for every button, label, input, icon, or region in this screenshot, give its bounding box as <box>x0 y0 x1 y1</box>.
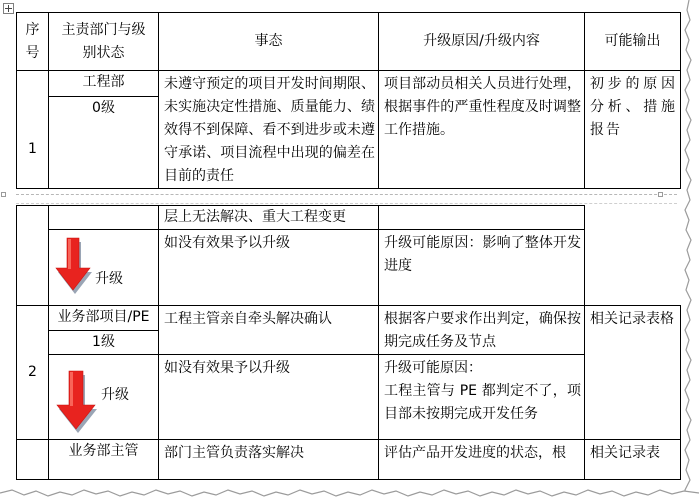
escalate-label: 升级 <box>101 387 129 403</box>
torn-edge-bottom <box>0 487 699 499</box>
row2-dept <box>49 306 159 331</box>
header-seq: 序号 <box>17 13 49 71</box>
row3-seq <box>17 440 49 480</box>
row1-dept-cont <box>49 206 159 230</box>
row1-event-cont: 层上无法解决、重大工程变更 <box>159 206 379 230</box>
row1-event-escalate: 如没有效果予以升级 <box>159 230 379 306</box>
row2-escalate-cell <box>49 355 159 440</box>
row2-output: 相关记录表格 <box>585 306 681 440</box>
page-corner-marker-icon <box>1 192 6 197</box>
torn-edge-right <box>683 0 699 499</box>
table-move-handle-icon[interactable] <box>3 3 14 14</box>
row1-escalate-cell <box>49 230 159 306</box>
table-row <box>17 230 681 306</box>
header-dept: 主责部门与级别状态 <box>49 13 159 71</box>
page-break <box>0 192 699 206</box>
table-row <box>17 71 681 97</box>
page-corner-marker-icon <box>658 192 663 197</box>
row2-reason-escalate-1: 升级可能原因： <box>384 360 482 376</box>
row2-reason: 根据客户要求作出判定，确保按期完成任务及节点 <box>379 306 585 355</box>
row1-reason: 项目部动员相关人员进行处理，根据事件的严重性程度及时调整工作措施。 <box>379 71 585 189</box>
escalation-table-page1 <box>16 12 681 189</box>
row1-reason-escalate: 升级可能原因：影响了整体开发进度 <box>379 230 585 306</box>
page-break-line <box>16 194 677 195</box>
header-reason: 升级原因/升级内容 <box>379 13 585 71</box>
row2-event-escalate: 如没有效果予以升级 <box>159 355 379 440</box>
row1-seq-cont <box>17 206 49 306</box>
page-break-line <box>16 203 677 204</box>
header-row <box>17 13 681 71</box>
table-row <box>17 306 681 331</box>
row1-output: 初步的原因分析、措施报告 <box>585 71 681 189</box>
row1-level: 0级 <box>49 97 159 189</box>
row1-reason-cont <box>379 206 585 230</box>
header-output: 可能输出 <box>585 13 681 71</box>
row2-dept-text: 业务部项目/PE <box>57 309 150 325</box>
escalation-table-page2 <box>16 205 681 480</box>
row2-seq: 2 <box>17 306 49 440</box>
row2-level: 1级 <box>49 330 159 355</box>
row1-seq: 1 <box>17 71 49 189</box>
row3-reason: 评估产品开发进度的状态，根 <box>379 440 585 480</box>
row3-dept: 业务部主管 <box>49 440 159 480</box>
escalate-label: 升级 <box>95 271 123 287</box>
table-row <box>17 206 681 230</box>
row2-event: 工程主管亲自牵头解决确认 <box>159 306 379 355</box>
row1-output-cont <box>585 206 681 306</box>
table-row <box>17 440 681 480</box>
row1-event: 未遵守预定的项目开发时间期限、未实施决定性措施、质量能力、绩效得不到保障、看不到进步或未遵守承诺、项目流程中出现的偏差在目前的责任 <box>159 71 379 189</box>
header-event: 事态 <box>159 13 379 71</box>
row1-dept: 工程部 <box>49 71 159 97</box>
red-down-arrow-icon <box>53 369 99 435</box>
row3-event: 部门主管负责落实解决 <box>159 440 379 480</box>
row2-reason-escalate-2: 工程主管与 PE 都判定不了，项目部未按期完成开发任务 <box>384 383 581 422</box>
table-row <box>17 355 681 440</box>
row2-reason-escalate <box>379 355 585 440</box>
row3-output: 相关记录表 <box>585 440 681 480</box>
red-down-arrow-icon <box>53 236 93 294</box>
